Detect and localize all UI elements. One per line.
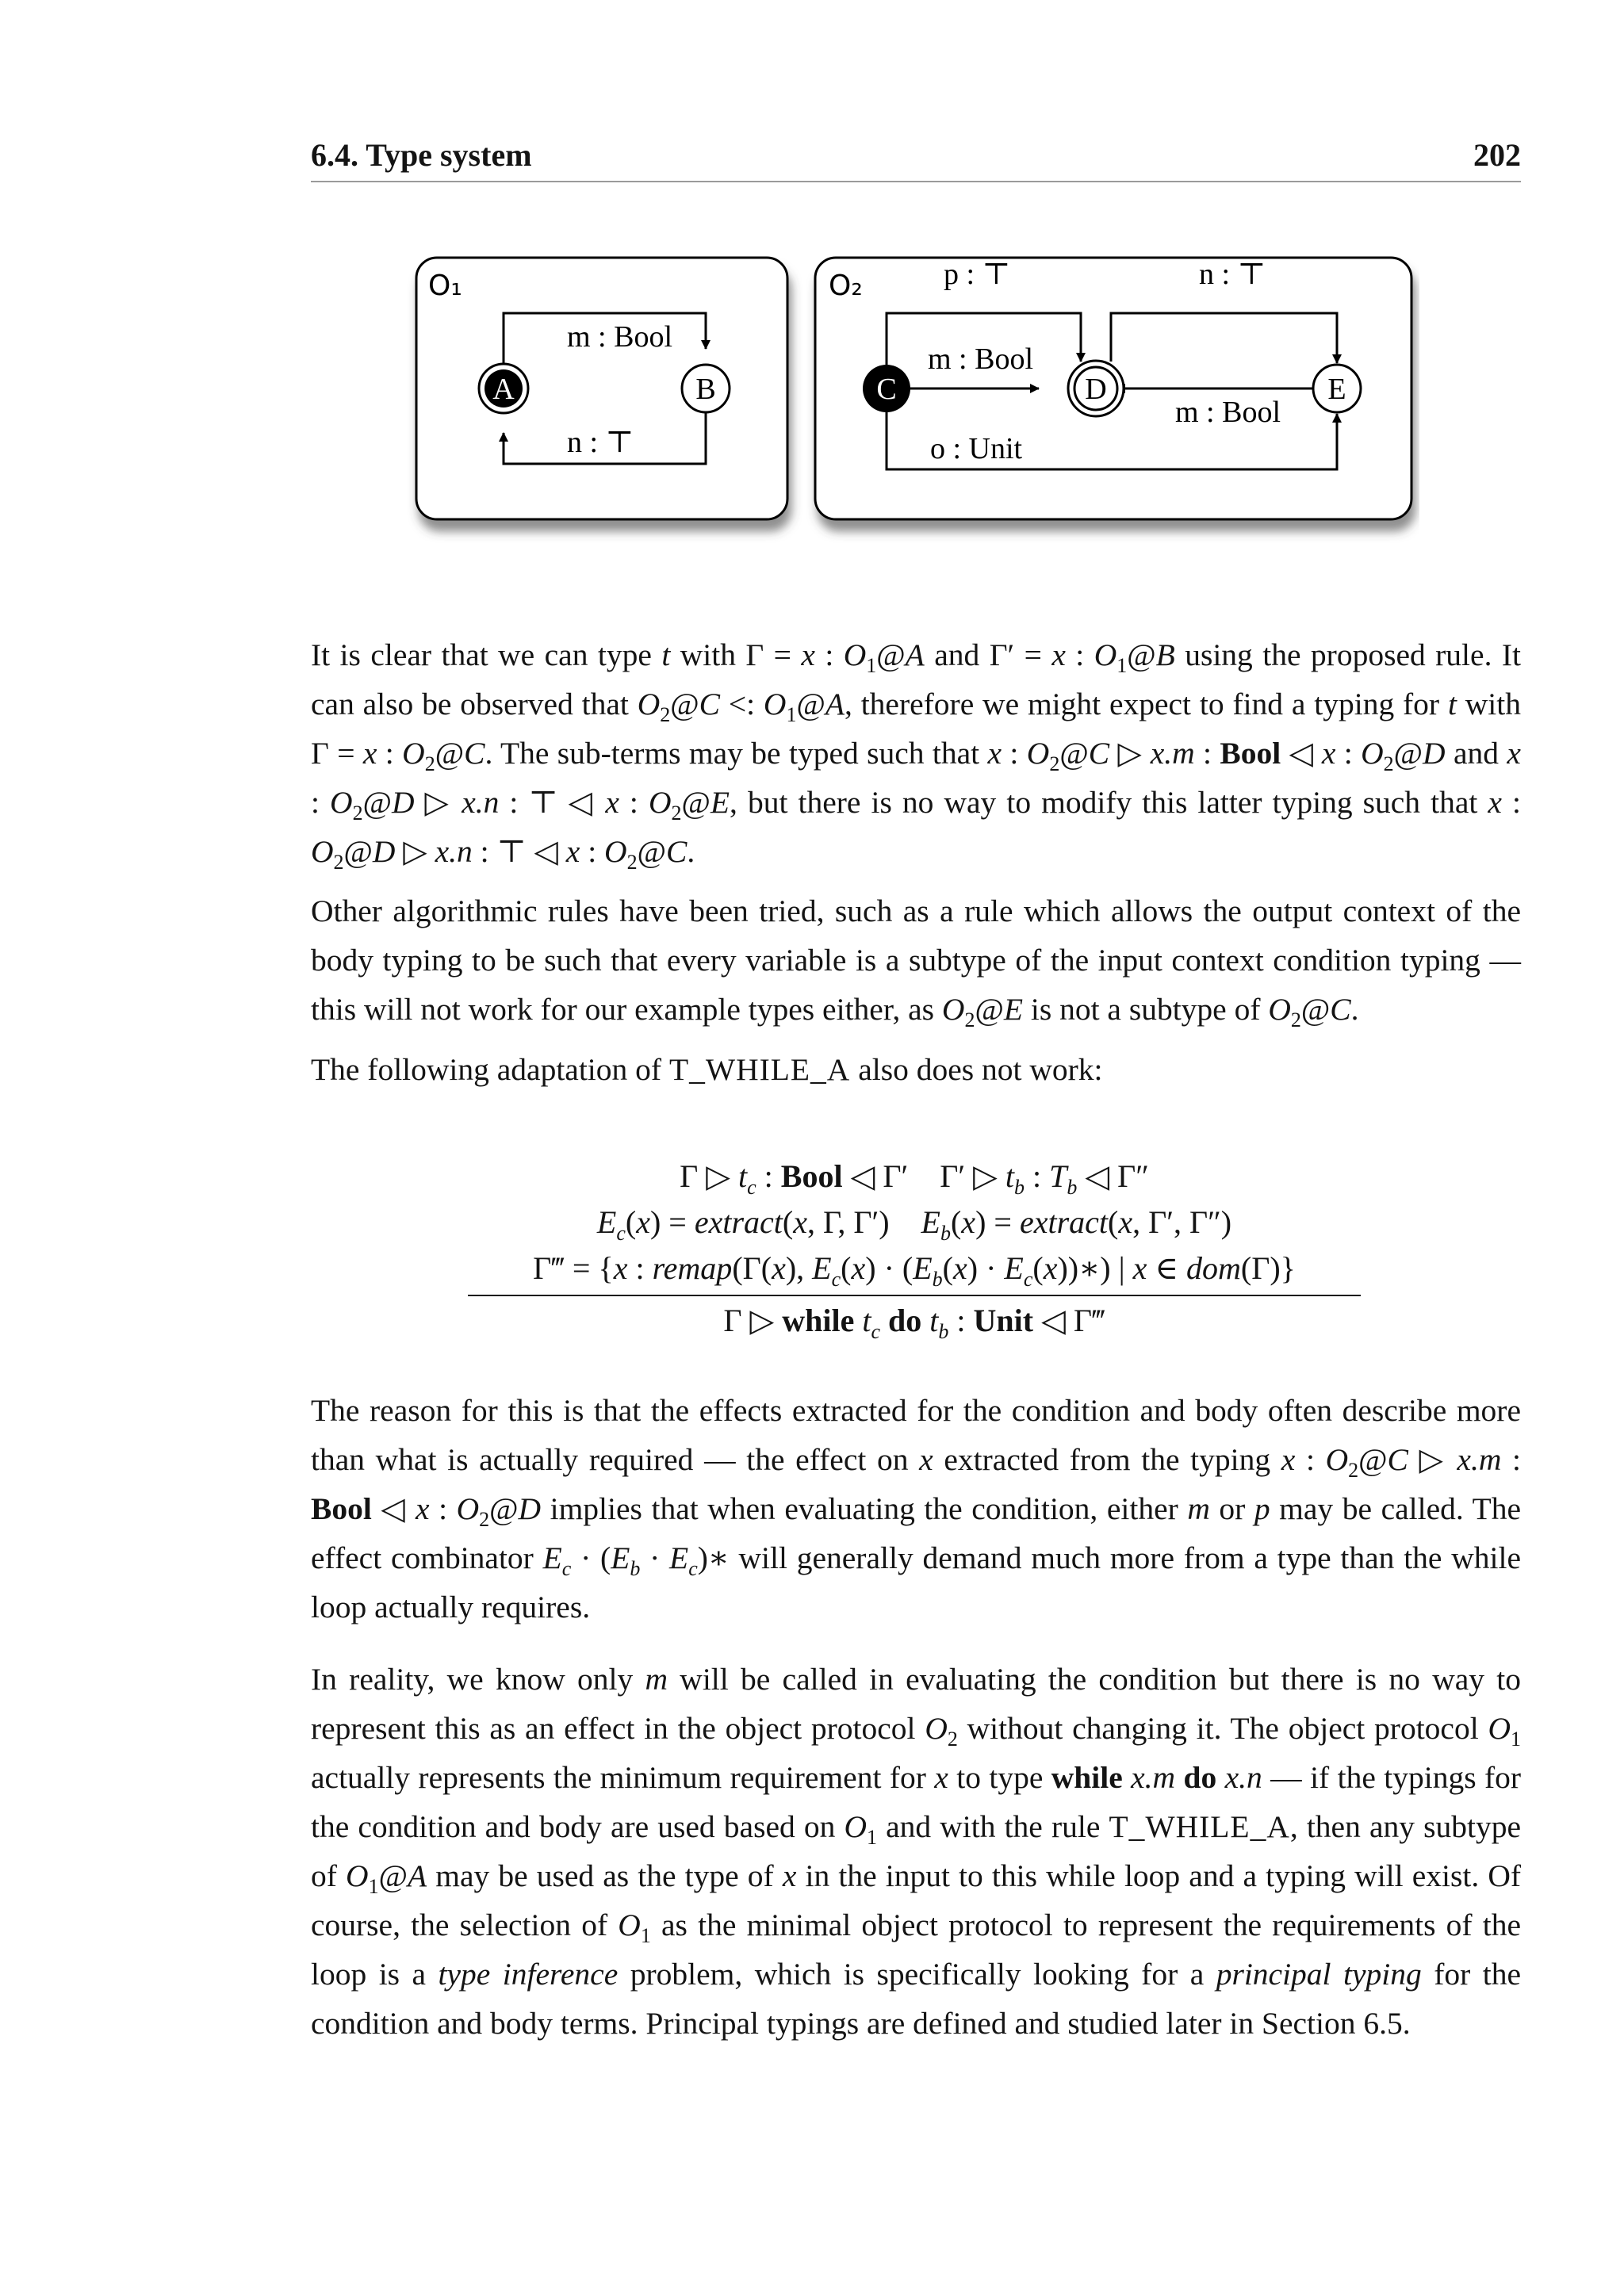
o2-label-n: n : ⊤ [1199, 258, 1266, 291]
rule-name: T_WHILE_A [668, 1052, 851, 1087]
page-number: 202 [1473, 137, 1521, 173]
paragraph-5: In reality, we know only m will be called in evaluating the condition but there is no way to represent this as an effect in the object protocol $O_2$ without changing it. The object protocol $O_1$ actually represents the minimum requirement for x to type while x.m do x.n — if the typings for the condition and body are used based on $O_1$ and with the rule T_WHILE_A, then any subtype of $O_1@A$ may be used as the type of x in the input to this while loop and a typing will exist. Of course, the selection of $O_1$ as the minimal object protocol to represent the requirements of the loop is a type inference problem, which is specifically looking for a principal typing for the condition and body terms. Principal typings are defined and studied later in Section 6.5. [311, 1662, 1522, 2041]
state-e [1313, 365, 1361, 412]
state-d [1068, 361, 1124, 416]
state-a [479, 364, 528, 413]
page-header [311, 136, 1521, 182]
paragraph-4: The reason for this is that the effects extracted for the condition and body often describe more than what is actually required — the effect on x extracted from the typing x : $O_2@C$ ▷ x.m : Bool ◁ x : $O_2@D$ implies that when evaluating the condition, either m or p may be called. The effect combinator $E_c \cdot (E_b$ · $E_c)∗$ will generally demand much more from a type than the while loop actually requires. [311, 1393, 1522, 1624]
svg-text:A: A [492, 373, 515, 406]
o2-label-o: o : Unit [930, 432, 1023, 465]
o2-label-p: p : ⊤ [944, 258, 1011, 291]
o1-protocol-box [416, 258, 787, 519]
paragraph-1: It is clear that we can type t with Γ = x : $O_1@A$ and Γ′ = x : $O_1@B$ using the proposed rule. It can also be observed that $O_2@C$ <: $O_1@A$, therefore we might expect to find a typing for t with Γ = x : $O_2@C$. The sub-terms may be typed such that x : $O_2@C$ ▷ x.m : Bool ◁ x : $O_2@D$ and x : $O_2@D$ ▷ x.n : ⊤ ◁ x : $O_2@E$, but there is no way to modify this latter typing such that x : $O_2@D$ ▷ x.n : ⊤ ◁ x : $O_2@C$. [311, 637, 1521, 874]
o1-label-n: n : ⊤ [567, 426, 634, 459]
svg-text:C: C [876, 373, 897, 406]
o2-label-m-cd: m : Bool [928, 342, 1034, 376]
state-c [863, 365, 910, 412]
protocol-figure [404, 246, 1419, 579]
svg-text:B: B [695, 373, 716, 406]
svg-text:D: D [1085, 373, 1107, 406]
while-typing-rule: Γ ▷ $t_c$ : Bool ◁ Γ′ Γ′ ▷ $t_b$ : $T_b$ ◁ Γ″ $E_c(x)$ = extract(x, Γ, Γ′) $E_b(x)$ = extract(x, Γ′, Γ″) Γ‴ = {x : remap(Γ(x), $E_c(x) \cdot (E_b(x)$ · $E_c(x))∗$) | x ∈ dom(Γ)} Γ ▷ while $t_c$ do $t_b$ : Unit ◁ Γ‴ [468, 1154, 1361, 1344]
o2-title: O₂ [829, 270, 863, 302]
paragraph-3: The following adaptation of T_WHILE_A also does not work: [311, 1052, 1103, 1087]
o2-protocol-box [815, 258, 1411, 519]
svg-text:E: E [1327, 373, 1346, 406]
paragraph-2: Other algorithmic rules have been tried, such as a rule which allows the output context of the body typing to be such that every variable is a subtype of the input context condition typing — this will not work for our example types either, as $O_2@E$ is not a subtype of $O_2@C$. [311, 894, 1521, 1031]
state-b [682, 365, 730, 412]
o1-title: O₁ [428, 270, 462, 302]
section-title: 6.4. Type system [311, 137, 532, 173]
o1-label-m: m : Bool [567, 320, 673, 354]
o2-label-m-ed: m : Bool [1175, 396, 1281, 429]
